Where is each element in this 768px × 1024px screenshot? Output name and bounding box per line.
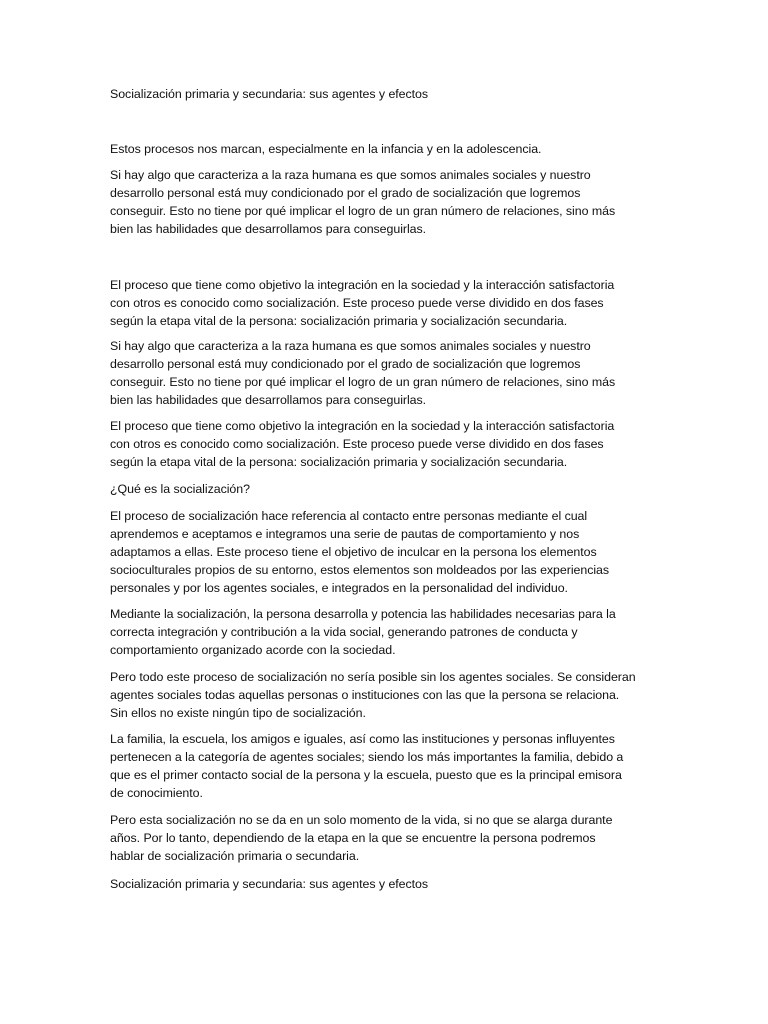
paragraph-line: ¿Qué es la socialización? [110, 482, 250, 496]
paragraph-line: pertenecen a la categoría de agentes sociales; siendo los más importantes la familia, debido a [110, 750, 624, 764]
paragraph-line: agentes sociales todas aquellas personas o instituciones con las que la persona se relaciona. [110, 688, 620, 702]
paragraph-line: conseguir. Esto no tiene por qué implicar el logro de un gran número de relaciones, sino más [110, 375, 616, 389]
document-page [110, 0, 658, 1024]
paragraph-line: desarrollo personal está muy condicionado por el grado de socialización que logremos [110, 186, 581, 200]
document-title: Socialización primaria y secundaria: sus agentes y efectos [110, 87, 429, 101]
paragraph-line: conseguir. Esto no tiene por qué implicar el logro de un gran número de relaciones, sino más [110, 204, 616, 218]
paragraph-line: bien las habilidades que desarrollamos para conseguirlas. [110, 393, 427, 407]
paragraph-line: Sin ellos no existe ningún tipo de socialización. [110, 706, 366, 720]
paragraph-line: adaptamos a ellas. Este proceso tiene el objetivo de inculcar en la persona los elementos [110, 545, 597, 559]
paragraph-line: bien las habilidades que desarrollamos para conseguirlas. [110, 222, 427, 236]
paragraph-line: según la etapa vital de la persona: socialización primaria y socialización secundaria. [110, 314, 568, 328]
paragraph-line: Estos procesos nos marcan, especialmente en la infancia y en la adolescencia. [110, 142, 542, 156]
paragraph-line: que es el primer contacto social de la persona y la escuela, puesto que es la principal emisora [110, 768, 622, 782]
paragraph-line: con otros es conocido como socialización. Este proceso puede verse dividido en dos fases [110, 437, 604, 451]
paragraph-line: Mediante la socialización, la persona desarrolla y potencia las habilidades necesarias para la [110, 607, 616, 621]
paragraph-line: comportamiento organizado acorde con la sociedad. [110, 643, 396, 657]
paragraph-line: años. Por lo tanto, dependiendo de la etapa en la que se encuentre la persona podremos [110, 831, 596, 845]
paragraph-line: personales y por los agentes sociales, e integrados en la personalidad del individuo. [110, 581, 568, 595]
paragraph-line: hablar de socialización primaria o secundaria. [110, 849, 360, 863]
paragraph-line: Si hay algo que caracteriza a la raza humana es que somos animales sociales y nuestro [110, 168, 591, 182]
paragraph-line: con otros es conocido como socialización. Este proceso puede verse dividido en dos fases [110, 296, 604, 310]
paragraph-line: socioculturales propios de su entorno, estos elementos son moldeados por las experiencias [110, 563, 610, 577]
paragraph-line: Pero todo este proceso de socialización no sería posible sin los agentes sociales. Se consideran [110, 670, 636, 684]
paragraph-line: El proceso que tiene como objetivo la integración en la sociedad y la interacción satisfactoria [110, 278, 615, 292]
paragraph-line: Pero esta socialización no se da en un solo momento de la vida, si no que se alarga durante [110, 813, 613, 827]
paragraph-line: aprendemos e aceptamos e integramos una serie de pautas de comportamiento y nos [110, 527, 580, 541]
paragraph-line: El proceso de socialización hace referencia al contacto entre personas mediante el cual [110, 509, 588, 523]
paragraph-line: de conocimiento. [110, 786, 203, 800]
paragraph-line: La familia, la escuela, los amigos e iguales, así como las instituciones y personas influyentes [110, 732, 615, 746]
paragraph-line: El proceso que tiene como objetivo la integración en la sociedad y la interacción satisfactoria [110, 419, 615, 433]
paragraph-line: según la etapa vital de la persona: socialización primaria y socialización secundaria. [110, 455, 568, 469]
paragraph-line: Socialización primaria y secundaria: sus agentes y efectos [110, 877, 429, 891]
paragraph-line: desarrollo personal está muy condicionado por el grado de socialización que logremos [110, 357, 581, 371]
paragraph-line: correcta integración y contribución a la vida social, generando patrones de conducta y [110, 625, 578, 639]
paragraph-line: Si hay algo que caracteriza a la raza humana es que somos animales sociales y nuestro [110, 339, 591, 353]
